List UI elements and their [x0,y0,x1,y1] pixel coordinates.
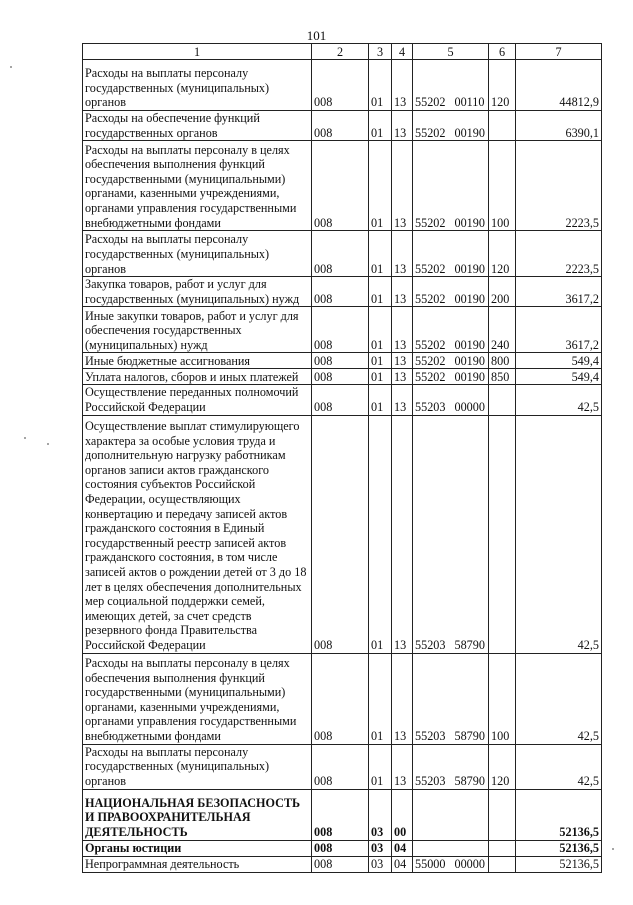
admin-code: 008 [312,744,369,789]
expense-type-code [489,111,516,141]
table-row [83,307,602,353]
subsection-code: 13 [392,111,413,141]
table-row [83,415,602,653]
target-article-part: 55203 [415,728,446,743]
expense-type-code: 200 [489,277,516,307]
expense-type-code: 120 [489,744,516,789]
subsection-code: 13 [392,385,413,415]
target-article-part: 55000 [415,856,446,871]
expense-type-code [489,789,516,840]
section-code: 01 [369,415,392,653]
target-article-part: 58790 [454,773,485,788]
table-row [83,653,602,744]
expense-type-code: 120 [489,60,516,111]
admin-code: 008 [312,840,369,856]
table-row [83,744,602,789]
table-row [83,277,602,307]
target-article-code [413,856,489,872]
admin-code: 008 [312,653,369,744]
column-header: 1 [83,44,312,60]
subsection-code: 13 [392,653,413,744]
row-name: Закупка товаров, работ и услуг для государственных (муниципальных) нужд [83,277,312,307]
section-code: 01 [369,231,392,277]
amount: 2223,5 [516,231,602,277]
target-article-code [413,840,489,856]
column-header: 2 [312,44,369,60]
amount: 42,5 [516,653,602,744]
row-name: Расходы на обеспечение функций государственных органов [83,111,312,141]
expense-type-code [489,840,516,856]
subsection-code: 13 [392,141,413,231]
admin-code: 008 [312,111,369,141]
amount: 52136,5 [516,856,602,872]
scan-speck [24,437,26,439]
section-code: 01 [369,60,392,111]
admin-code: 008 [312,141,369,231]
target-article-part: 55202 [415,353,446,368]
table-row [83,60,602,111]
table-row [83,856,602,872]
section-code: 01 [369,277,392,307]
amount: 549,4 [516,369,602,385]
target-article-part: 58790 [454,728,485,743]
target-article-part: 00110 [454,95,485,110]
target-article-part: 00000 [454,856,485,871]
row-name: Осуществление переданных полномочий Российской Федерации [83,385,312,415]
target-article-code [413,789,489,840]
admin-code: 008 [312,856,369,872]
target-article-part: 00190 [454,337,485,352]
amount: 549,4 [516,353,602,369]
subsection-code: 04 [392,840,413,856]
section-code: 03 [369,856,392,872]
expense-type-code: 240 [489,307,516,353]
expense-type-code: 100 [489,141,516,231]
amount: 3617,2 [516,277,602,307]
section-code: 01 [369,744,392,789]
target-article-code [413,141,489,231]
subsection-code: 04 [392,856,413,872]
column-header: 5 [413,44,489,60]
target-article-part: 00000 [454,399,485,414]
subsection-code: 13 [392,60,413,111]
target-article-code [413,60,489,111]
target-article-part: 55202 [415,291,446,306]
subsection-code: 13 [392,231,413,277]
target-article-part: 00190 [454,125,485,140]
amount: 52136,5 [516,840,602,856]
row-name: Расходы на выплаты персоналу в целях обеспечения выполнения функций государственными (муниципальными) органами, казенными учреждениями, органами управления государственными внебюджетными фондами [83,653,312,744]
target-article-code [413,385,489,415]
target-article-part: 55202 [415,95,446,110]
target-article-code [413,744,489,789]
table-row [83,231,602,277]
target-article-part: 55202 [415,261,446,276]
amount: 6390,1 [516,111,602,141]
target-article-part: 00190 [454,291,485,306]
target-article-part: 58790 [454,637,485,652]
target-article-part: 55202 [415,215,446,230]
column-header: 7 [516,44,602,60]
target-article-part: 00190 [454,353,485,368]
row-name: Расходы на выплаты персоналу государственных (муниципальных) органов [83,231,312,277]
table-row [83,141,602,231]
target-article-code [413,231,489,277]
target-article-part: 55203 [415,773,446,788]
target-article-part: 00190 [454,369,485,384]
target-article-code [413,653,489,744]
scan-speck [10,66,12,68]
row-name: Осуществление выплат стимулирующего характера за особые условия труда и дополнительную нагрузку работникам органов записи актов гражданского состояния субъектов Российской Федерации, осуществляющих конвертацию и передачу записей актов гражданского состояния в Единый государственный реестр записей актов гражданского состояния, в том числе записей актов о рождении детей от 3 до 18 лет в целях обеспечения дополнительных мер социальной поддержки семей, имеющих детей, за счет средств резервного фонда Правительства Российской Федерации [83,415,312,653]
amount: 2223,5 [516,141,602,231]
expense-type-code: 800 [489,353,516,369]
amount: 42,5 [516,744,602,789]
table-row [83,840,602,856]
column-header: 3 [369,44,392,60]
page-number: 101 [306,28,327,43]
target-article-code [413,277,489,307]
target-article-code [413,353,489,369]
expense-type-code: 100 [489,653,516,744]
admin-code: 008 [312,789,369,840]
section-code: 01 [369,141,392,231]
table-row [83,385,602,415]
section-code: 01 [369,111,392,141]
amount: 42,5 [516,415,602,653]
admin-code: 008 [312,60,369,111]
scan-speck [612,848,614,850]
table-row [83,111,602,141]
admin-code: 008 [312,231,369,277]
section-code: 01 [369,653,392,744]
budget-table [82,43,602,873]
subsection-code: 13 [392,277,413,307]
admin-code: 008 [312,353,369,369]
subsection-code: 13 [392,744,413,789]
expense-type-code [489,385,516,415]
target-article-code [413,111,489,141]
amount: 42,5 [516,385,602,415]
section-code: 03 [369,840,392,856]
expense-type-code [489,856,516,872]
subsection-code: 13 [392,353,413,369]
admin-code: 008 [312,277,369,307]
row-name: Органы юстиции [83,840,312,856]
row-name: Иные закупки товаров, работ и услуг для обеспечения государственных (муниципальных) нужд [83,307,312,353]
amount: 44812,9 [516,60,602,111]
table-row [83,353,602,369]
section-code: 01 [369,307,392,353]
target-article-code [413,415,489,653]
row-name: Непрограммная деятельность [83,856,312,872]
subsection-code: 13 [392,307,413,353]
table-row [83,369,602,385]
section-code: 01 [369,385,392,415]
column-header: 4 [392,44,413,60]
amount: 52136,5 [516,789,602,840]
subsection-code: 00 [392,789,413,840]
row-name: Иные бюджетные ассигнования [83,353,312,369]
section-code: 03 [369,789,392,840]
target-article-part: 00190 [454,215,485,230]
target-article-part: 55202 [415,125,446,140]
target-article-code [413,369,489,385]
expense-type-code [489,415,516,653]
amount: 3617,2 [516,307,602,353]
admin-code: 008 [312,385,369,415]
target-article-part: 55202 [415,369,446,384]
target-article-code [413,307,489,353]
target-article-part: 55203 [415,399,446,414]
expense-type-code: 120 [489,231,516,277]
column-header: 6 [489,44,516,60]
row-name: Расходы на выплаты персоналу государственных (муниципальных) органов [83,60,312,111]
section-code: 01 [369,353,392,369]
row-name: Уплата налогов, сборов и иных платежей [83,369,312,385]
target-article-part: 00190 [454,261,485,276]
admin-code: 008 [312,369,369,385]
subsection-code: 13 [392,415,413,653]
header-row [83,44,602,60]
scan-speck [47,443,49,445]
section-code: 01 [369,369,392,385]
admin-code: 008 [312,307,369,353]
admin-code: 008 [312,415,369,653]
table-row [83,789,602,840]
row-name: НАЦИОНАЛЬНАЯ БЕЗОПАСНОСТЬ И ПРАВООХРАНИТЕЛЬНАЯ ДЕЯТЕЛЬНОСТЬ [83,789,312,840]
target-article-part: 55202 [415,337,446,352]
row-name: Расходы на выплаты персоналу в целях обеспечения выполнения функций государственными (муниципальными) органами, казенными учреждениями, органами управления государственными внебюджетными фондами [83,141,312,231]
row-name: Расходы на выплаты персоналу государственных (муниципальных) органов [83,744,312,789]
target-article-part: 55203 [415,637,446,652]
subsection-code: 13 [392,369,413,385]
expense-type-code: 850 [489,369,516,385]
